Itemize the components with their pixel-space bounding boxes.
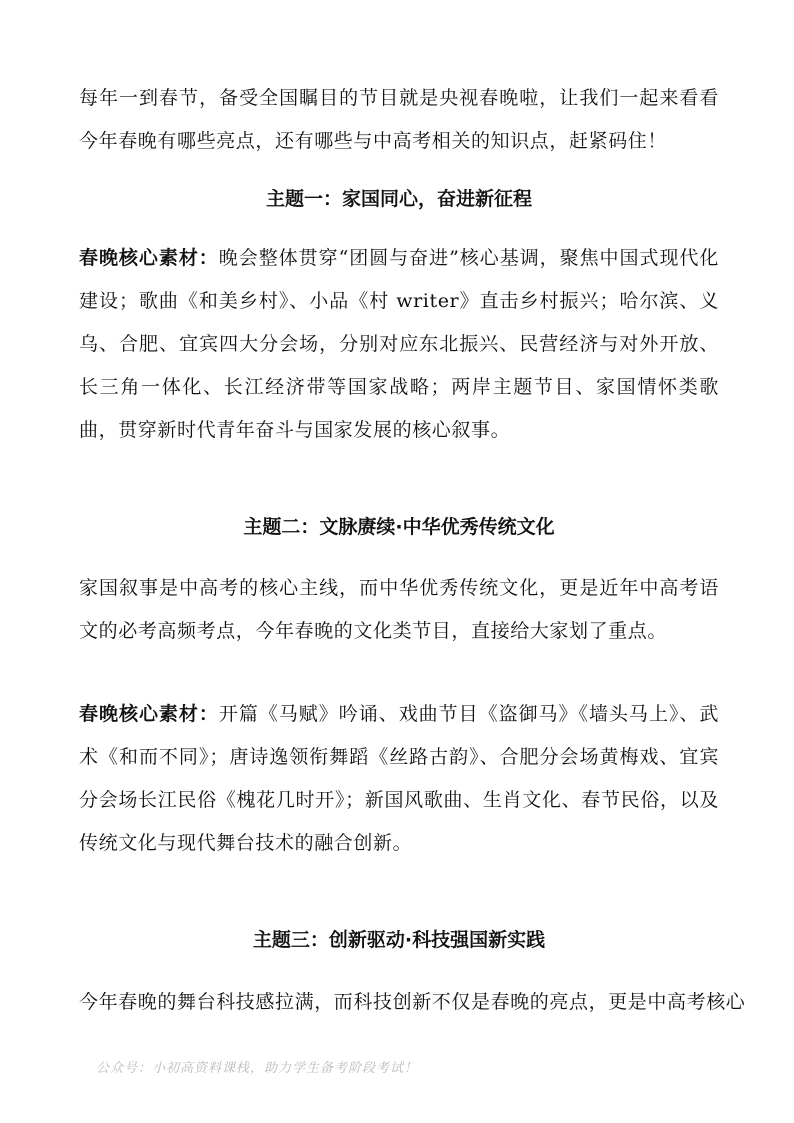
- intro-paragraph: 每年一到春节，备受全国瞩目的节目就是央视春晚啦，让我们一起来看看今年春晚有哪些亮点，还有哪些与中高考相关的知识点，赶紧码住！: [79, 87, 719, 152]
- theme3-heading: 主题三：创新驱动·科技强国新实践: [252, 929, 546, 951]
- theme1-material-paragraph: [79, 237, 719, 452]
- theme2-heading: 主题二：文脉赓续·中华优秀传统文化: [243, 516, 555, 538]
- theme2-intro-paragraph: 家国叙事是中高考的核心主线，而中华优秀传统文化，更是近年中高考语文的必考高频考点，今年春晚的文化类节目，直接给大家划了重点。: [79, 577, 719, 642]
- theme3-intro-paragraph: 今年春晚的舞台科技感拉满，而科技创新不仅是春晚的亮点，更是中高考核心: [79, 991, 746, 1013]
- theme2-material-text: 开篇《马赋》吟诵、戏曲节目《盗御马》《墙头马上》、武术《和而不同》；唐诗逸领衔舞蹈《丝路古韵》、合肥分会场黄梅戏、宜宾分会场长江民俗《槐花几时开》；新国风歌曲、生肖文化、春节民俗，以及传统文化与现代舞台技术的融合创新。: [79, 703, 719, 854]
- theme1-material-label: 春晚核心素材：: [79, 247, 219, 269]
- theme1-material-text: 晚会整体贯穿“团圆与奋进”核心基调，聚焦中国式现代化建设；歌曲《和美乡村》、小品《村 writer》直击乡村振兴；哈尔滨、义乌、合肥、宜宾四大分会场，分别对应东北振兴、民营经济与对外开放、长三角一体化、长江经济带等国家战略；两岸主题节目、家国情怀类歌曲，贯穿新时代青年奋斗与国家发展的核心叙事。: [79, 247, 720, 441]
- theme2-material-paragraph: [79, 693, 719, 865]
- theme1-heading: 主题一：家国同心，奋进新征程: [265, 188, 532, 210]
- theme2-material-label: 春晚核心素材：: [79, 703, 219, 725]
- footer-watermark: 公众号：小初高资料课栈，助力学生备考阶段考试！: [96, 1061, 419, 1076]
